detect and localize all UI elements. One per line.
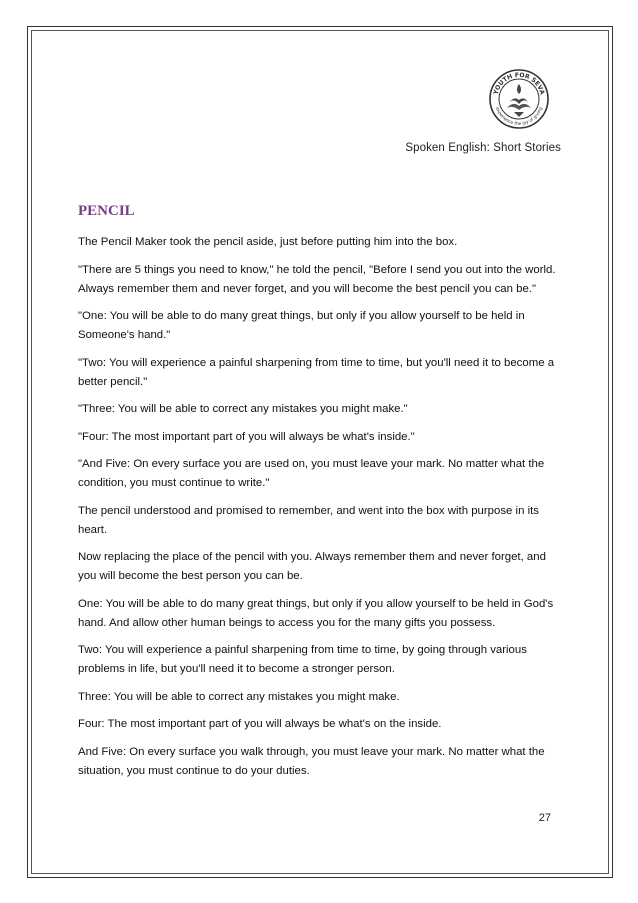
paragraph: "Four: The most important part of you will always be what's inside." — [78, 430, 415, 443]
paragraph: "And Five: On every surface you are used on, you must leave your mark. No matter what the condition, you must continue to write." — [78, 458, 545, 489]
svg-text:YOUTH FOR SEVA: YOUTH FOR SEVA — [492, 71, 546, 96]
paragraph: One: You will be able to do many great things, but only if you allow yourself to be held in God's hand. And allow other human beings to access you for the many gifts you possess. — [78, 597, 554, 629]
youth-for-seva-logo — [488, 68, 550, 130]
header-title: Spoken English: Short Stories — [405, 142, 561, 154]
story-title: PENCIL — [78, 203, 135, 219]
page-number: 27 — [538, 812, 551, 824]
paragraph: "There are 5 things you need to know," he told the pencil, "Before I send you out into the world. Always remember them and never forget, and you will become the best pencil you can be." — [78, 263, 556, 295]
story-body — [78, 233, 564, 789]
paragraph: The pencil understood and promised to remember, and went into the box with purpose in its heart. — [78, 504, 539, 536]
paragraph: Three: You will be able to correct any mistakes you might make. — [78, 690, 400, 703]
svg-text:experience the joy of giving: experience the joy of giving — [494, 106, 544, 128]
paragraph: Two: You will experience a painful sharpening from time to time, by going through various problems in life, but you'll need it to become a stronger person. — [78, 644, 527, 675]
paragraph: The Pencil Maker took the pencil aside, just before putting him into the box. — [78, 236, 458, 248]
paragraph: Four: The most important part of you will always be what's on the inside. — [78, 718, 442, 730]
paragraph: And Five: On every surface you walk through, you must leave your mark. No matter what the situation, you must continue to do your duties. — [78, 745, 545, 777]
paragraph: "One: You will be able to do many great things, but only if you allow yourself to be held in Someone's hand." — [78, 310, 525, 341]
paragraph: "Three: You will be able to correct any mistakes you might make." — [78, 403, 408, 415]
paragraph: "Two: You will experience a painful sharpening from time to time, but you'll need it to become a better pencil." — [78, 356, 555, 388]
paragraph: Now replacing the place of the pencil with you. Always remember them and never forget, and you will become the best person you can be. — [78, 551, 546, 582]
